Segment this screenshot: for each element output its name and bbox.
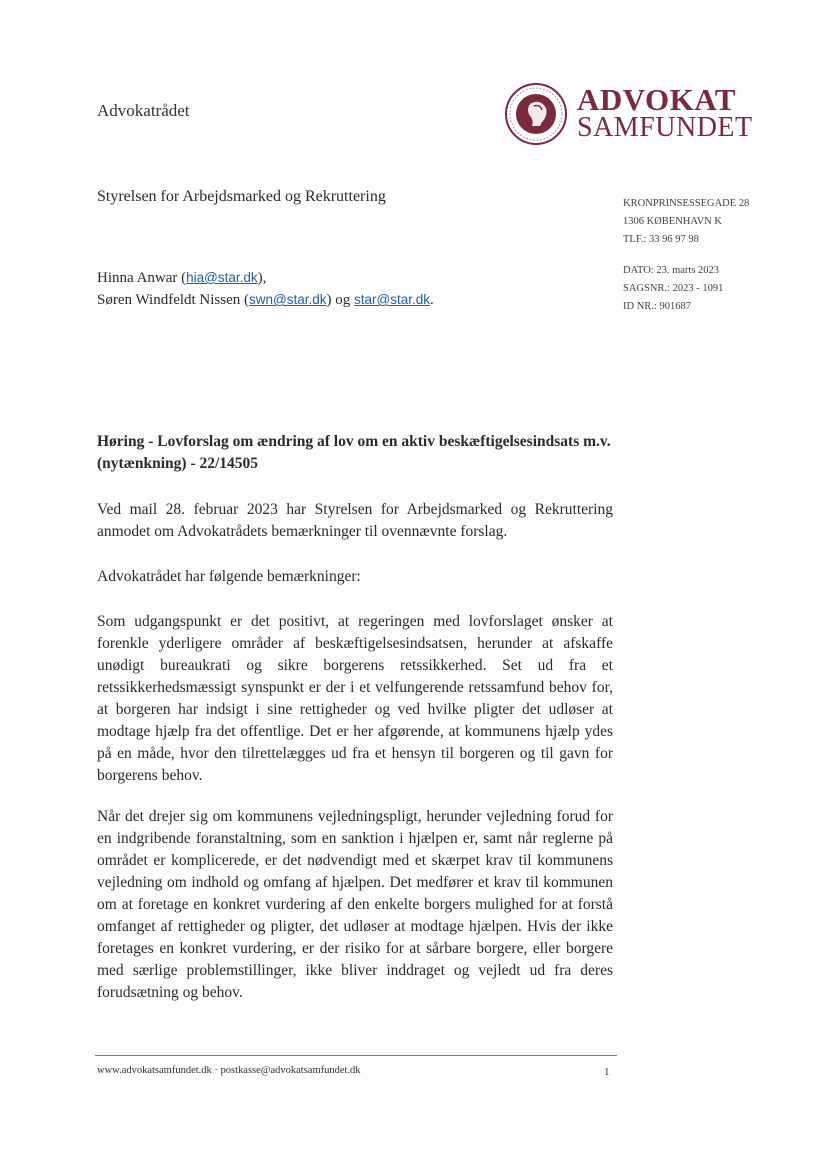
meta-case-number: SAGSNR.: 2023 - 1091 <box>623 283 724 294</box>
page-number: 1 <box>604 1066 610 1078</box>
address-street: KRONPRINSESSEGADE 28 <box>623 198 750 209</box>
letter-meta <box>623 262 723 316</box>
seal-icon <box>504 82 568 146</box>
contact-line-2-mid: ) og <box>326 292 354 308</box>
sender-address <box>623 195 749 249</box>
body-paragraph-3: Som udgangspunkt er det positivt, at regeringen med lovforslaget ønsker at forenkle yderligere områder af beskæftigelsesindsatsen, herunder at afskaffe unødigt bureaukrati og sikre borgerens retssikkerhed. Set ud fra et retssikkerhedsmæssigt synspunkt er der i et velfungerende retssamfund behov for, at borgeren har indsigt i sine rettigheder og ved hvilke pligter det udløser at modtage hjælp fra det offentlige. Det er her afgørende, at kommunens hjælp ydes på en måde, hvor den tilrettelægges ud fra et hensyn til borgeren og til gavn for borgerens behov. <box>97 613 613 784</box>
email-link-hia[interactable]: hia@star.dk <box>186 270 258 285</box>
address-city: 1306 KØBENHAVN K <box>623 216 722 227</box>
contact-name-1: Hinna Anwar ( <box>97 270 187 286</box>
advokatsamfundet-logo <box>504 80 764 146</box>
meta-id-number: ID NR.: 901687 <box>623 301 691 312</box>
body-paragraph-4: Når det drejer sig om kommunens vejledningspligt, herunder vejledning forud for en indgribende foranstaltning, som en sanktion i hjælpen er, samt når reglerne på området er komplicerede, er det nødvendigt med et skærpet krav til kommunens vejledning om indhold og omfang af hjælpen. Det medfører et krav til kommunen om at foretage en konkret vurdering af den enkelte borgers mulighed for at forstå omfanget af rettigheder og pligter, det udløser at modtage hjælpen. Hvis der ikke foretages en konkret vurdering, er der risiko for at sårbare borgere, eller borgere med særlige problemstillinger, ikke bliver inddraget og vejledt ud fra deres forudsætning og behov. <box>97 808 613 1001</box>
brand-line2: SAMFUNDET <box>577 112 753 143</box>
recipient-org: Styrelsen for Arbejdsmarked og Rekruttering <box>97 188 386 205</box>
letter-subject: Høring - Lovforslag om ændring af lov om en aktiv beskæftigelsesindsats m.v. (nytænkning) - 22/14505 <box>97 433 611 472</box>
sender-name: Advokatrådet <box>97 101 190 120</box>
contact-name-2: Søren Windfeldt Nissen ( <box>97 292 250 308</box>
body-paragraph-2: Advokatrådet har følgende bemærkninger: <box>97 568 361 585</box>
contact-line-2-end: . <box>429 292 434 308</box>
contact-line-1-end: ), <box>257 270 267 286</box>
brand-line1: ADVOKAT <box>577 82 737 117</box>
contact-line-2 <box>97 289 434 311</box>
email-link-swn[interactable]: swn@star.dk <box>249 292 327 307</box>
contact-line-1 <box>97 267 434 289</box>
body-paragraph-1: Ved mail 28. februar 2023 har Styrelsen for Arbejdsmarked og Rekruttering anmodet om Advokatrådets bemærkninger til ovennævnte forslag. <box>97 501 613 540</box>
recipient-contacts <box>97 267 434 311</box>
address-phone: TLF.: 33 96 97 98 <box>623 234 699 245</box>
footer-divider <box>95 1055 617 1056</box>
email-link-star[interactable]: star@star.dk <box>354 292 430 307</box>
footer-contact: www.advokatsamfundet.dk · postkasse@advokatsamfundet.dk <box>97 1065 361 1076</box>
meta-date: DATO: 23. marts 2023 <box>623 265 720 276</box>
